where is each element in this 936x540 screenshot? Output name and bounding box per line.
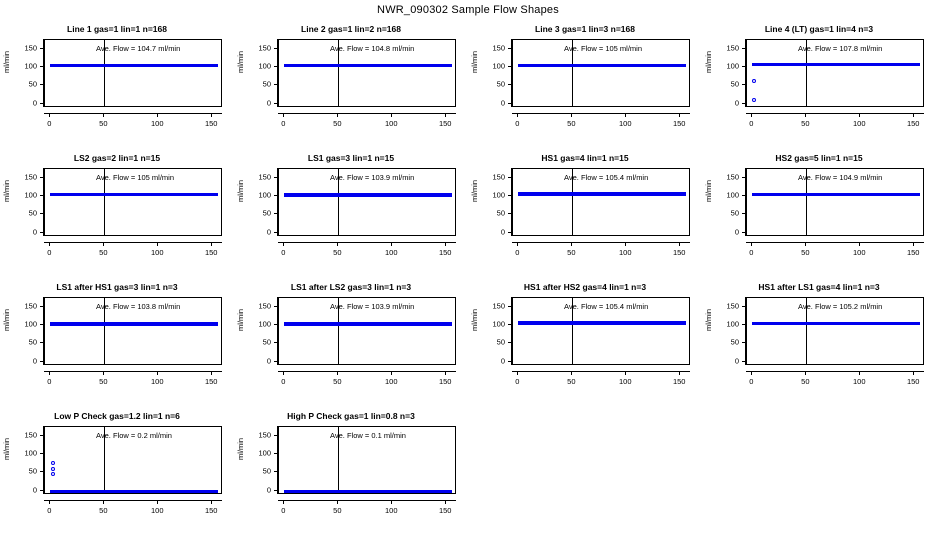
data-point-band — [284, 64, 451, 68]
y-tick-label: 150 — [726, 43, 739, 53]
x-tick-label: 150 — [906, 248, 920, 257]
chart-panel — [468, 20, 702, 149]
y-tick-label: 150 — [258, 172, 271, 182]
y-tick-label: 150 — [258, 301, 271, 311]
x-tick — [157, 113, 158, 117]
x-tick — [571, 371, 572, 375]
average-flow-annotation: Ave. Flow = 103.9 ml/min — [330, 173, 415, 182]
y-tick-label: 100 — [24, 319, 37, 329]
average-flow-annotation: Ave. Flow = 104.7 ml/min — [96, 44, 181, 53]
x-tick-label: 50 — [567, 377, 576, 386]
panel-title: LS1 gas=3 lin=1 n=15 — [307, 153, 395, 163]
chart-panel — [0, 149, 234, 278]
x-tick-label: 150 — [672, 377, 686, 386]
y-tick-label: 100 — [492, 61, 505, 71]
x-tick-label: 100 — [853, 119, 866, 128]
y-axis-title: ml/min — [470, 308, 479, 331]
panel-title: Line 4 (LT) gas=1 lin=4 n=3 — [764, 24, 874, 34]
x-tick-label: 50 — [567, 119, 576, 128]
x-axis — [512, 242, 690, 257]
y-axis-title: ml/min — [2, 179, 11, 202]
y-tick-label: 50 — [28, 79, 37, 89]
y-tick-label: 100 — [258, 319, 271, 329]
x-tick — [913, 371, 914, 375]
x-axis — [512, 371, 690, 386]
chart-panel — [234, 149, 468, 278]
x-axis — [746, 113, 924, 128]
x-tick — [157, 500, 158, 504]
y-axis-title: ml/min — [704, 179, 713, 202]
x-axis-line — [512, 371, 690, 372]
chart-panel — [468, 278, 702, 407]
x-axis — [278, 113, 456, 128]
x-axis-line — [278, 242, 456, 243]
x-tick — [859, 113, 860, 117]
x-tick-label: 0 — [749, 377, 754, 386]
y-tick-label: 50 — [262, 208, 271, 218]
x-tick — [337, 242, 338, 246]
data-point — [51, 461, 55, 465]
x-tick-label: 150 — [204, 248, 218, 257]
x-tick-label: 50 — [801, 119, 810, 128]
x-tick — [625, 242, 626, 246]
data-point-band — [50, 64, 217, 68]
y-axis-title: ml/min — [236, 308, 245, 331]
panel-title: Line 1 gas=1 lin=1 n=168 — [67, 24, 167, 34]
chart-panel — [702, 278, 936, 407]
x-axis-line — [278, 371, 456, 372]
data-point — [752, 79, 756, 83]
x-tick-label: 0 — [749, 248, 754, 257]
x-axis-line — [746, 242, 924, 243]
panel-title: Low P Check gas=1.2 lin=1 n=6 — [54, 411, 180, 421]
x-tick-label: 0 — [47, 377, 52, 386]
x-tick-label: 150 — [204, 119, 218, 128]
x-tick-label: 0 — [281, 377, 286, 386]
x-tick-label: 50 — [333, 506, 342, 515]
x-tick — [337, 500, 338, 504]
data-point-band — [284, 193, 451, 197]
x-tick — [337, 113, 338, 117]
x-tick — [679, 371, 680, 375]
x-tick-label: 150 — [438, 119, 452, 128]
x-tick-label: 0 — [281, 119, 286, 128]
y-tick-label: 0 — [266, 356, 271, 366]
x-tick — [49, 242, 50, 246]
x-tick — [211, 242, 212, 246]
x-tick — [283, 500, 284, 504]
x-tick-label: 50 — [567, 248, 576, 257]
chart-panel — [468, 149, 702, 278]
average-flow-annotation: Ave. Flow = 105 ml/min — [96, 173, 175, 182]
panel-title: HS1 after LS1 gas=4 lin=1 n=3 — [758, 282, 880, 292]
y-axis-title: ml/min — [236, 437, 245, 460]
panel-title: LS1 after HS1 gas=3 lin=1 n=3 — [56, 282, 178, 292]
y-tick-label: 150 — [24, 430, 37, 440]
x-axis-line — [512, 242, 690, 243]
chart-panel — [234, 20, 468, 149]
y-tick-label: 100 — [492, 319, 505, 329]
y-tick-label: 50 — [262, 79, 271, 89]
x-tick — [103, 371, 104, 375]
y-tick-label: 100 — [258, 61, 271, 71]
average-flow-annotation: Ave. Flow = 105.2 ml/min — [798, 302, 883, 311]
x-axis-line — [44, 242, 222, 243]
x-tick — [211, 500, 212, 504]
x-tick-label: 50 — [333, 377, 342, 386]
page-title: NWR_090302 Sample Flow Shapes — [377, 4, 559, 16]
x-tick — [103, 113, 104, 117]
x-tick-label: 100 — [385, 248, 398, 257]
average-flow-annotation: Ave. Flow = 105 ml/min — [564, 44, 643, 53]
panel-title: HS1 after HS2 gas=4 lin=1 n=3 — [523, 282, 647, 292]
x-axis — [512, 113, 690, 128]
x-tick — [517, 113, 518, 117]
x-tick — [283, 242, 284, 246]
x-tick — [571, 242, 572, 246]
y-tick-label: 50 — [496, 337, 505, 347]
average-flow-annotation: Ave. Flow = 104.8 ml/min — [330, 44, 415, 53]
x-tick — [391, 113, 392, 117]
panel-title: LS1 after LS2 gas=3 lin=1 n=3 — [290, 282, 412, 292]
y-tick-label: 0 — [32, 98, 37, 108]
x-tick — [157, 242, 158, 246]
x-tick — [859, 371, 860, 375]
data-point-band — [518, 64, 685, 68]
x-tick — [391, 371, 392, 375]
panel-title: HS1 gas=4 lin=1 n=15 — [541, 153, 629, 163]
x-tick-label: 50 — [801, 248, 810, 257]
y-tick-label: 0 — [32, 485, 37, 495]
x-tick-label: 100 — [619, 377, 632, 386]
data-point — [752, 98, 756, 102]
x-tick — [49, 500, 50, 504]
chart-panel — [0, 278, 234, 407]
y-tick-label: 50 — [496, 208, 505, 218]
x-tick — [445, 500, 446, 504]
x-tick-label: 50 — [99, 119, 108, 128]
x-tick-label: 150 — [438, 506, 452, 515]
x-tick-label: 50 — [333, 248, 342, 257]
y-tick-label: 50 — [262, 466, 271, 476]
y-tick-label: 0 — [266, 227, 271, 237]
x-tick-label: 100 — [385, 119, 398, 128]
x-tick — [211, 113, 212, 117]
x-tick — [157, 371, 158, 375]
data-point-band — [752, 322, 919, 326]
x-axis-line — [512, 113, 690, 114]
x-tick — [445, 371, 446, 375]
average-flow-annotation: Ave. Flow = 105.4 ml/min — [564, 302, 649, 311]
data-point-band — [518, 192, 685, 196]
x-tick — [49, 371, 50, 375]
x-tick — [49, 113, 50, 117]
x-tick-label: 0 — [515, 248, 520, 257]
x-tick — [913, 113, 914, 117]
x-tick — [445, 242, 446, 246]
x-tick-label: 50 — [333, 119, 342, 128]
y-tick-label: 100 — [24, 61, 37, 71]
y-tick-label: 50 — [28, 466, 37, 476]
data-point-band — [284, 490, 451, 493]
x-tick-label: 150 — [204, 506, 218, 515]
y-tick-label: 150 — [492, 301, 505, 311]
y-tick-label: 150 — [24, 43, 37, 53]
chart-panel — [234, 407, 468, 536]
y-axis-title: ml/min — [2, 308, 11, 331]
x-axis-line — [278, 113, 456, 114]
x-tick — [805, 371, 806, 375]
y-tick-label: 150 — [24, 301, 37, 311]
y-tick-label: 100 — [258, 448, 271, 458]
x-axis-line — [746, 113, 924, 114]
x-axis-line — [278, 500, 456, 501]
x-tick — [517, 371, 518, 375]
x-tick-label: 100 — [385, 506, 398, 515]
x-tick-label: 0 — [47, 506, 52, 515]
panel-title: Line 2 gas=1 lin=2 n=168 — [301, 24, 401, 34]
x-tick-label: 0 — [281, 506, 286, 515]
chart-panel — [702, 149, 936, 278]
x-tick-label: 150 — [438, 248, 452, 257]
x-tick-label: 100 — [151, 248, 164, 257]
y-axis-title: ml/min — [2, 50, 11, 73]
y-tick-label: 150 — [24, 172, 37, 182]
y-tick-label: 0 — [266, 98, 271, 108]
y-tick-label: 150 — [726, 301, 739, 311]
x-tick-label: 150 — [906, 119, 920, 128]
x-tick — [445, 113, 446, 117]
x-tick-label: 0 — [281, 248, 286, 257]
panel-title: HS2 gas=5 lin=1 n=15 — [775, 153, 863, 163]
y-tick-label: 0 — [734, 227, 739, 237]
data-point — [51, 472, 55, 476]
y-axis-title: ml/min — [470, 179, 479, 202]
x-tick — [805, 113, 806, 117]
y-axis-title: ml/min — [2, 437, 11, 460]
average-flow-annotation: Ave. Flow = 107.8 ml/min — [798, 44, 883, 53]
data-point-band — [752, 63, 919, 67]
y-tick-label: 100 — [726, 319, 739, 329]
y-axis-title: ml/min — [470, 50, 479, 73]
x-tick-label: 150 — [672, 119, 686, 128]
x-tick — [103, 242, 104, 246]
x-tick-label: 100 — [853, 248, 866, 257]
y-tick-label: 0 — [500, 356, 505, 366]
x-axis-line — [44, 371, 222, 372]
x-tick — [283, 371, 284, 375]
average-flow-annotation: Ave. Flow = 103.9 ml/min — [330, 302, 415, 311]
y-tick-label: 150 — [726, 172, 739, 182]
data-point-band — [284, 322, 451, 326]
x-tick-label: 100 — [151, 377, 164, 386]
x-tick — [859, 242, 860, 246]
y-tick-label: 0 — [500, 227, 505, 237]
x-tick-label: 100 — [151, 119, 164, 128]
x-tick-label: 150 — [672, 248, 686, 257]
panel-title: High P Check gas=1 lin=0.8 n=3 — [287, 411, 415, 421]
x-tick-label: 50 — [99, 377, 108, 386]
x-tick — [679, 242, 680, 246]
average-flow-annotation: Ave. Flow = 104.9 ml/min — [798, 173, 883, 182]
y-tick-label: 100 — [726, 61, 739, 71]
y-tick-label: 0 — [734, 98, 739, 108]
x-tick — [625, 113, 626, 117]
x-axis — [278, 242, 456, 257]
x-tick-label: 50 — [99, 506, 108, 515]
x-axis — [278, 371, 456, 386]
chart-panel — [702, 20, 936, 149]
chart-panel — [0, 20, 234, 149]
x-tick-label: 0 — [515, 377, 520, 386]
x-tick — [751, 371, 752, 375]
y-tick-label: 50 — [28, 208, 37, 218]
y-axis-title: ml/min — [704, 50, 713, 73]
x-tick-label: 100 — [853, 377, 866, 386]
panel-title: LS2 gas=2 lin=1 n=15 — [73, 153, 161, 163]
data-point-band — [518, 321, 685, 325]
chart-panel — [0, 407, 234, 536]
x-tick — [913, 242, 914, 246]
x-tick — [337, 371, 338, 375]
y-tick-label: 50 — [496, 79, 505, 89]
x-tick-label: 0 — [749, 119, 754, 128]
x-axis — [44, 500, 222, 515]
x-tick-label: 100 — [385, 377, 398, 386]
y-tick-label: 50 — [730, 208, 739, 218]
x-tick-label: 0 — [47, 248, 52, 257]
x-tick — [103, 500, 104, 504]
x-axis-line — [44, 113, 222, 114]
x-tick — [679, 113, 680, 117]
y-tick-label: 100 — [24, 190, 37, 200]
y-tick-label: 150 — [492, 172, 505, 182]
y-tick-label: 150 — [258, 43, 271, 53]
x-tick-label: 100 — [619, 119, 632, 128]
x-tick-label: 150 — [204, 377, 218, 386]
y-tick-label: 50 — [262, 337, 271, 347]
y-tick-label: 50 — [730, 337, 739, 347]
y-axis-title: ml/min — [704, 308, 713, 331]
average-flow-annotation: Ave. Flow = 105.4 ml/min — [564, 173, 649, 182]
x-tick — [625, 371, 626, 375]
y-tick-label: 100 — [492, 190, 505, 200]
y-axis-title: ml/min — [236, 179, 245, 202]
y-axis-title: ml/min — [236, 50, 245, 73]
data-point-band — [50, 490, 217, 493]
y-tick-label: 50 — [730, 79, 739, 89]
x-tick-label: 100 — [151, 506, 164, 515]
data-point-band — [50, 322, 217, 326]
y-tick-label: 150 — [258, 430, 271, 440]
x-tick-label: 100 — [619, 248, 632, 257]
x-tick — [751, 242, 752, 246]
chart-panel — [234, 278, 468, 407]
y-tick-label: 0 — [266, 485, 271, 495]
x-axis — [278, 500, 456, 515]
x-tick-label: 150 — [438, 377, 452, 386]
x-axis-line — [746, 371, 924, 372]
x-tick — [391, 500, 392, 504]
y-tick-label: 0 — [32, 227, 37, 237]
x-tick-label: 0 — [515, 119, 520, 128]
y-tick-label: 100 — [726, 190, 739, 200]
panel-title: Line 3 gas=1 lin=3 n=168 — [535, 24, 635, 34]
y-tick-label: 0 — [32, 356, 37, 366]
y-tick-label: 50 — [28, 337, 37, 347]
data-point — [51, 467, 55, 471]
x-axis — [746, 242, 924, 257]
x-tick — [571, 113, 572, 117]
x-tick-label: 0 — [47, 119, 52, 128]
y-tick-label: 0 — [734, 356, 739, 366]
data-point-band — [752, 193, 919, 197]
average-flow-annotation: Ave. Flow = 0.2 ml/min — [96, 431, 172, 440]
x-axis — [44, 113, 222, 128]
x-tick — [517, 242, 518, 246]
x-axis — [44, 242, 222, 257]
x-axis-line — [44, 500, 222, 501]
y-tick-label: 0 — [500, 98, 505, 108]
y-tick-label: 100 — [258, 190, 271, 200]
x-tick-label: 150 — [906, 377, 920, 386]
x-tick — [391, 242, 392, 246]
x-axis — [746, 371, 924, 386]
x-tick — [805, 242, 806, 246]
average-flow-annotation: Ave. Flow = 103.8 ml/min — [96, 302, 181, 311]
x-tick-label: 50 — [801, 377, 810, 386]
chart-grid — [0, 20, 936, 536]
x-tick — [283, 113, 284, 117]
x-tick — [751, 113, 752, 117]
data-point-band — [50, 193, 217, 197]
y-tick-label: 150 — [492, 43, 505, 53]
x-axis — [44, 371, 222, 386]
x-tick — [211, 371, 212, 375]
y-tick-label: 100 — [24, 448, 37, 458]
x-tick-label: 50 — [99, 248, 108, 257]
average-flow-annotation: Ave. Flow = 0.1 ml/min — [330, 431, 406, 440]
